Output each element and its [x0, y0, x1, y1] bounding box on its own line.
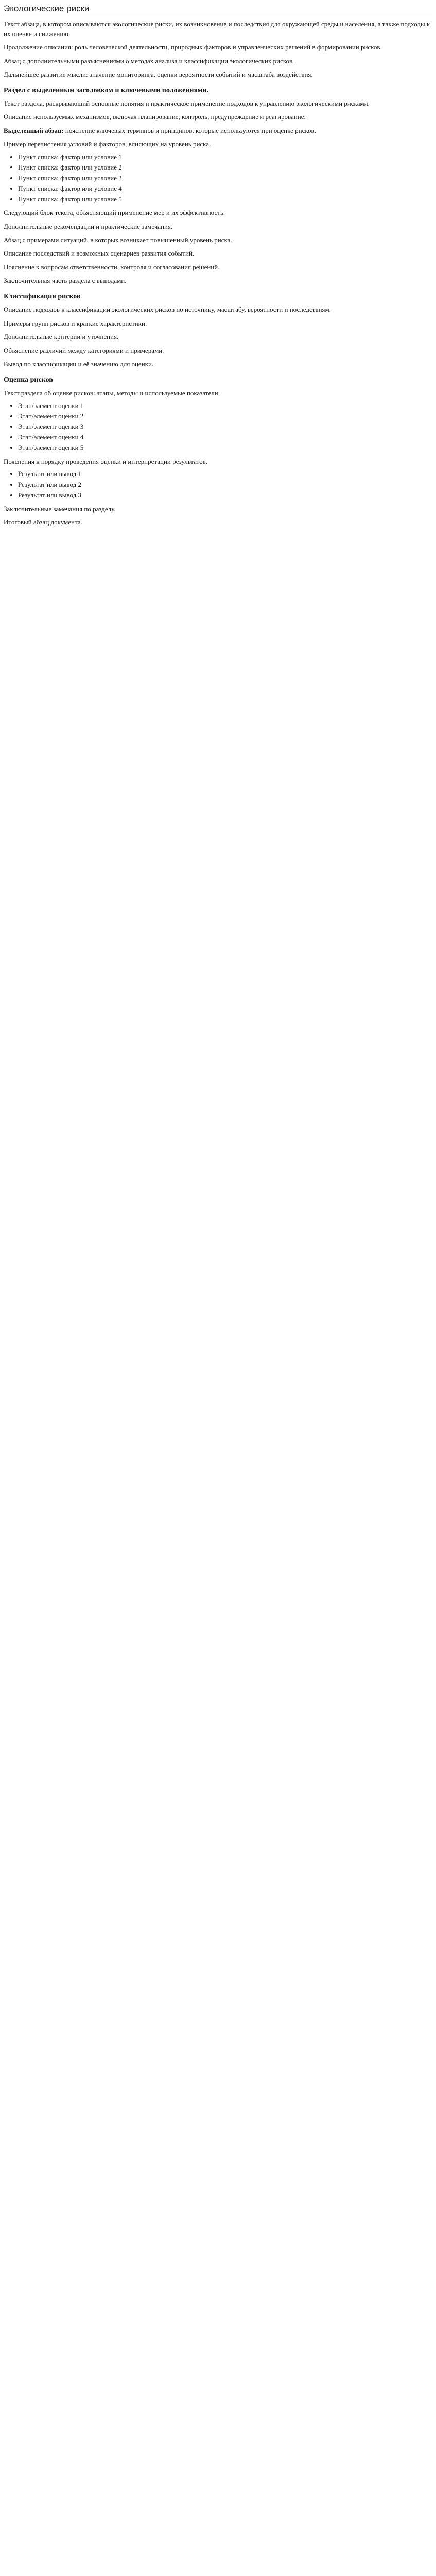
paragraph: Абзац с примерами ситуаций, в которых возникает повышенный уровень риска.	[4, 236, 232, 244]
list-item: • Пункт списка: фактор или условие 4	[18, 184, 432, 193]
paragraph: Заключительная часть раздела с выводами.	[4, 277, 127, 285]
paragraph: Пример перечисления условий и факторов, влияющих на уровень риска.	[4, 140, 211, 148]
paragraph: Описание подходов к классификации экологических рисков по источнику, масштабу, вероятности и последствиям.	[4, 306, 331, 314]
content	[4, 20, 432, 527]
paragraph: Пояснения к порядку проведения оценки и интерпретации результатов.	[4, 457, 207, 465]
list-item: • Пункт списка: фактор или условие 5	[18, 195, 432, 204]
paragraph: Вывод по классификации и её значению для оценки.	[4, 360, 154, 368]
list-item: • Пункт списка: фактор или условие 1	[18, 152, 432, 162]
paragraph: Заключительные замечания по разделу.	[4, 504, 116, 513]
list-item: • Пункт списка: фактор или условие 3	[18, 174, 432, 183]
paragraph-text: пояснение ключевых терминов и принципов, которые используются при оценке рисков.	[63, 126, 316, 134]
bullet-list	[18, 152, 432, 204]
paragraph: Абзац с дополнительными разъяснениями о методах анализа и классификации экологических рисков.	[4, 57, 294, 65]
paragraph: Дальнейшее развитие мысли: значение мониторинга, оценки вероятности событий и масштаба воздействия.	[4, 71, 313, 79]
section-heading: Классификация рисков	[4, 292, 81, 300]
paragraph: Примеры групп рисков и краткие характеристики.	[4, 319, 147, 327]
list-item: • Этап/элемент оценки 1	[18, 401, 432, 411]
section-heading: Раздел с выделенным заголовком и ключевыми положениями.	[4, 86, 209, 94]
paragraph: Описание используемых механизмов, включая планирование, контроль, предупреждение и реагирование.	[4, 113, 306, 121]
list-item: • Этап/элемент оценки 5	[18, 443, 432, 452]
list-item: • Этап/элемент оценки 3	[18, 422, 432, 431]
list-item: • Этап/элемент оценки 4	[18, 433, 432, 442]
list-item: • Результат или вывод 1	[18, 469, 432, 479]
paragraph: Итоговый абзац документа.	[4, 518, 82, 527]
list-item: • Этап/элемент оценки 2	[18, 412, 432, 421]
list-item: • Пункт списка: фактор или условие 2	[18, 163, 432, 172]
paragraph: Объяснение различий между категориями и примерами.	[4, 346, 164, 354]
paragraph: Описание последствий и возможных сценариев развития событий.	[4, 249, 195, 258]
paragraph: Текст абзаца, в котором описываются экологические риски, их возникновение и последствия для окружающей среды и населения, а также подходы к их оценке и снижению.	[4, 20, 430, 38]
paragraph: Следующий блок текста, объясняющий применение мер и их эффективность.	[4, 209, 225, 217]
paragraph: Текст раздела, раскрывающий основные понятия и практическое применение подходов к управлению экологическими рисками.	[4, 99, 370, 108]
list-item: • Результат или вывод 2	[18, 480, 432, 489]
paragraph: Продолжение описания: роль человеческой деятельности, природных факторов и управленческих решений в формировании рисков.	[4, 43, 382, 52]
bullet-list	[18, 469, 432, 500]
paragraph: Текст раздела об оценке рисков: этапы, методы и используемые показатели.	[4, 389, 220, 397]
paragraph: Дополнительные критерии и уточнения.	[4, 333, 119, 341]
list-item: • Результат или вывод 3	[18, 490, 432, 500]
paragraph-lead: Выделенный абзац:	[4, 126, 64, 134]
paragraph	[4, 126, 432, 135]
page-title: Экологические риски	[4, 3, 432, 15]
bullet-list	[18, 401, 432, 453]
section-heading: Оценка рисков	[4, 376, 53, 384]
paragraph: Пояснение к вопросам ответственности, контроля и согласования решений.	[4, 263, 220, 271]
paragraph: Дополнительные рекомендации и практические замечания.	[4, 222, 173, 230]
